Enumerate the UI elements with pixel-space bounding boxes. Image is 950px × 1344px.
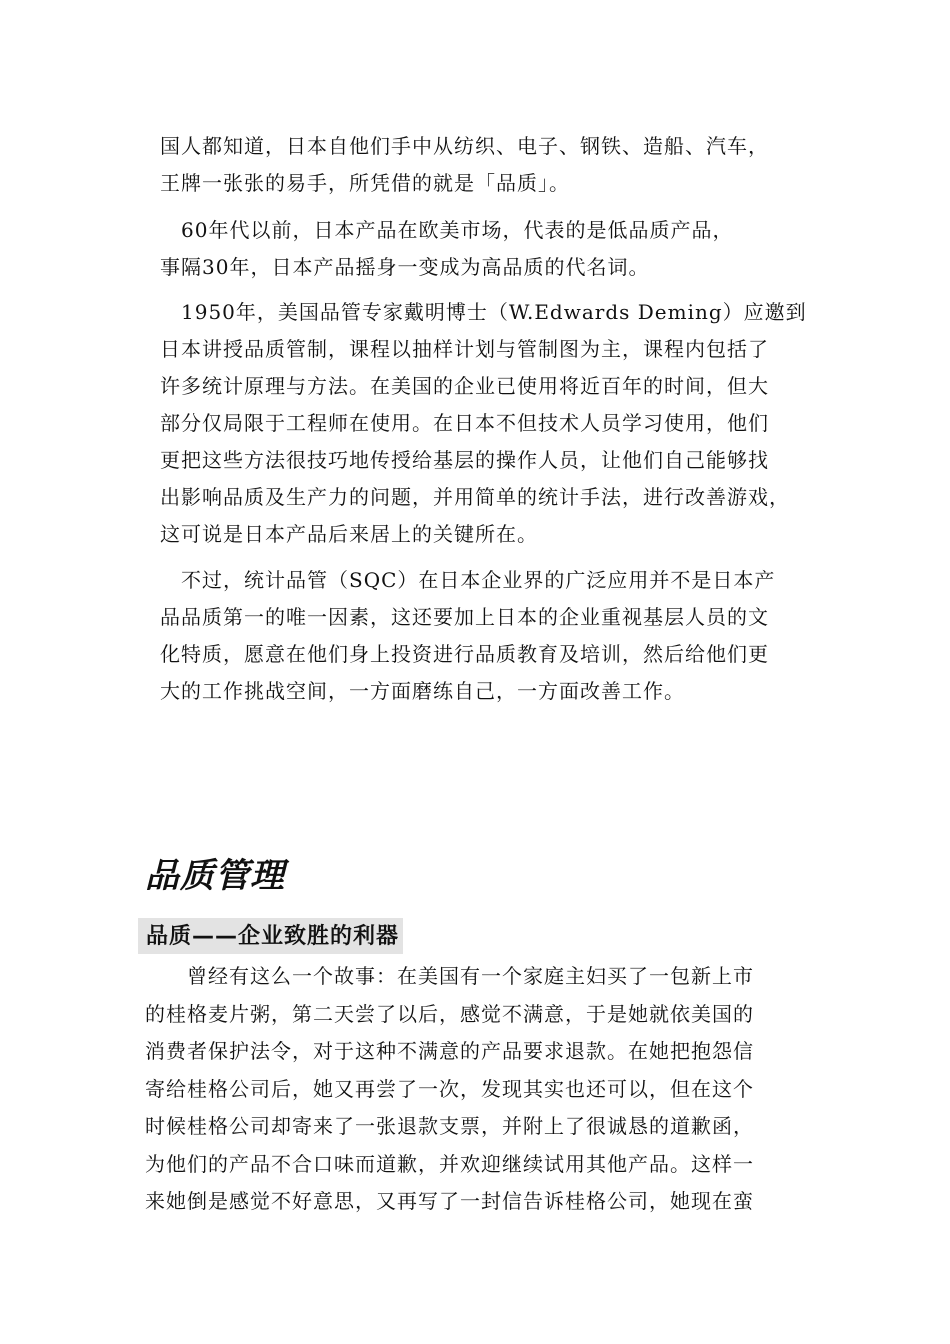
text-line: 事隔30年，日本产品摇身一变成为高品质的代名词。 xyxy=(160,255,650,279)
paragraph-sixties xyxy=(160,212,733,286)
text-line: 消费者保护法令，对于这种不满意的产品要求退款。在她把抱怨信 xyxy=(145,1039,754,1063)
text-line: 曾经有这么一个故事：在美国有一个家庭主妇买了一包新上市 xyxy=(145,964,754,988)
text-line: 出影响品质及生产力的问题，并用简单的统计手法，进行改善游戏， xyxy=(160,485,790,509)
text-line: 更把这些方法很技巧地传授给基层的操作人员，让他们自己能够找 xyxy=(160,448,769,472)
paragraph-japan-industries xyxy=(160,128,769,202)
subsection-title: 品质——企业致胜的利器 xyxy=(138,918,403,954)
text-line: 国人都知道，日本自他们手中从纺织、电子、钢铁、造船、汽车， xyxy=(160,134,769,158)
paragraph-quaker-story xyxy=(145,958,754,1221)
section-title: 品质管理 xyxy=(145,856,285,896)
text-line: 来她倒是感觉不好意思，又再写了一封信告诉桂格公司，她现在蛮 xyxy=(145,1189,754,1213)
paragraph-deming xyxy=(160,294,807,553)
text-line: 时候桂格公司却寄来了一张退款支票，并附上了很诚恳的道歉函， xyxy=(145,1114,754,1138)
text-line: 的桂格麦片粥，第二天尝了以后，感觉不满意，于是她就依美国的 xyxy=(145,1001,754,1026)
text-line: 许多统计原理与方法。在美国的企业已使用将近百年的时间，但大 xyxy=(160,374,769,398)
text-line: 这可说是日本产品后来居上的关键所在。 xyxy=(160,522,538,546)
text-line: 寄给桂格公司后，她又再尝了一次，发现其实也还可以，但在这个 xyxy=(145,1076,754,1101)
text-line: 日本讲授品质管制，课程以抽样计划与管制图为主，课程内包括了 xyxy=(160,337,769,361)
text-line: 王牌一张张的易手，所凭借的就是「品质」。 xyxy=(160,171,570,195)
text-line: 为他们的产品不合口味而道歉，并欢迎继续试用其他产品。这样一 xyxy=(145,1151,754,1176)
text-line: 品品质第一的唯一因素，这还要加上日本的企业重视基层人员的文 xyxy=(160,605,769,629)
text-line: 化特质，愿意在他们身上投资进行品质教育及培训，然后给他们更 xyxy=(160,642,769,666)
text-line: 1950年，美国品管专家戴明博士（W.Edwards Deming）应邀到 xyxy=(160,300,807,324)
text-line: 大的工作挑战空间，一方面磨练自己，一方面改善工作。 xyxy=(160,679,685,703)
text-line: 部分仅局限于工程师在使用。在日本不但技术人员学习使用，他们 xyxy=(160,411,769,435)
text-line: 不过，统计品管（SQC）在日本企业界的广泛应用并不是日本产 xyxy=(160,568,776,592)
paragraph-sqc xyxy=(160,562,775,710)
text-line: 60年代以前，日本产品在欧美市场，代表的是低品质产品， xyxy=(160,218,734,242)
